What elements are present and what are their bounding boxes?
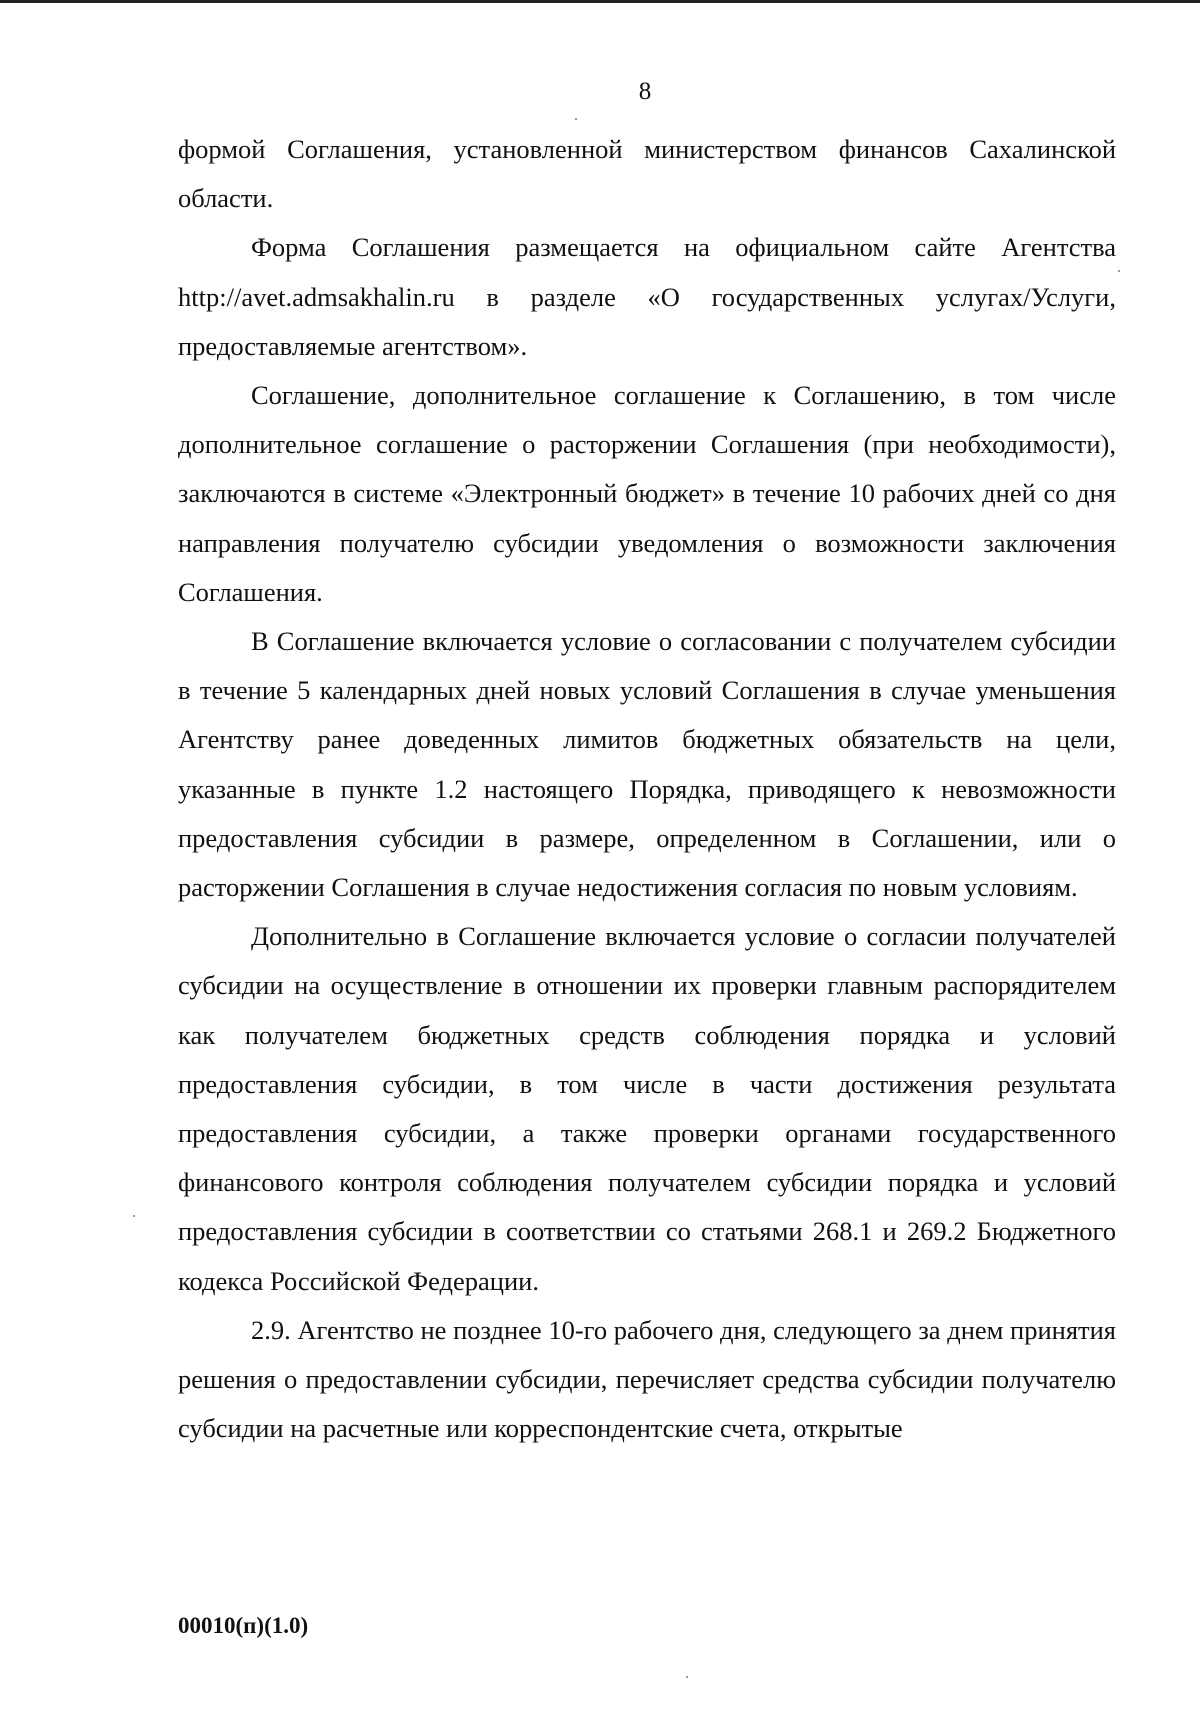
paragraph-agreement-conclusion: Соглашение, дополнительное соглашение к Соглашению, в том числе дополнительное соглашение о расторжении Соглашения (при необходимости), заключаются в системе «Электронный бюджет» в течение 10 рабочих дней со дня направления получателю субсидии уведомления о возможности заключения Соглашения. [178,380,1116,607]
paragraph-clause-2-9: 2.9. Агентство не позднее 10-го рабочего дня, следующего за днем принятия решения о предоставлении субсидии, перечисляет средства субсидии получателю субсидии на расчетные или корреспондентские счета, открытые [178,1314,1116,1444]
document-code: 00010(п)(1.0) [178,1613,309,1638]
page-number: 8 [638,78,652,105]
paragraph-form-placement: Форма Соглашения размещается на официальном сайте Агентства http://avet.admsakhalin.ru в разделе «О государственных услугах/Услуги, предоставляемые агентством». [178,232,1116,361]
scan-edge-line [0,0,1200,3]
scan-speck [1118,270,1120,272]
paragraph-consent-audit: Дополнительно в Соглашение включается условие о согласии получателей субсидии на осуществление в отношении их проверки главным распорядителем как получателем бюджетных средств соблюдения порядка и условий предоставления субсидии, в том числе в части достижения результата предоставления субсидии, а также проверки органами государственного финансового контроля соблюдения получателем субсидии порядка и условий предоставления субсидии в соответствии со статьями 268.1 и 269.2 Бюджетного кодекса Российской Федерации. [178,921,1116,1296]
scan-speck [686,1676,688,1678]
scan-speck [133,1215,135,1217]
document-body [178,125,1116,1453]
paragraph-agreement-condition: В Соглашение включается условие о согласовании с получателем субсидии в течение 5 календарных дней новых условий Соглашения в случае уменьшения Агентству ранее доведенных лимитов бюджетных обязательств на цели, указанные в пункте 1.2 настоящего Порядка, приводящего к невозможности предоставления субсидии в размере, определенном в Соглашении, или о расторжении Соглашения в случае недостижения согласия по новым условиям. [178,626,1116,903]
scan-speck [575,118,577,120]
paragraph-continuation: формой Соглашения, установленной министерством финансов Сахалинской области. [178,134,1116,214]
